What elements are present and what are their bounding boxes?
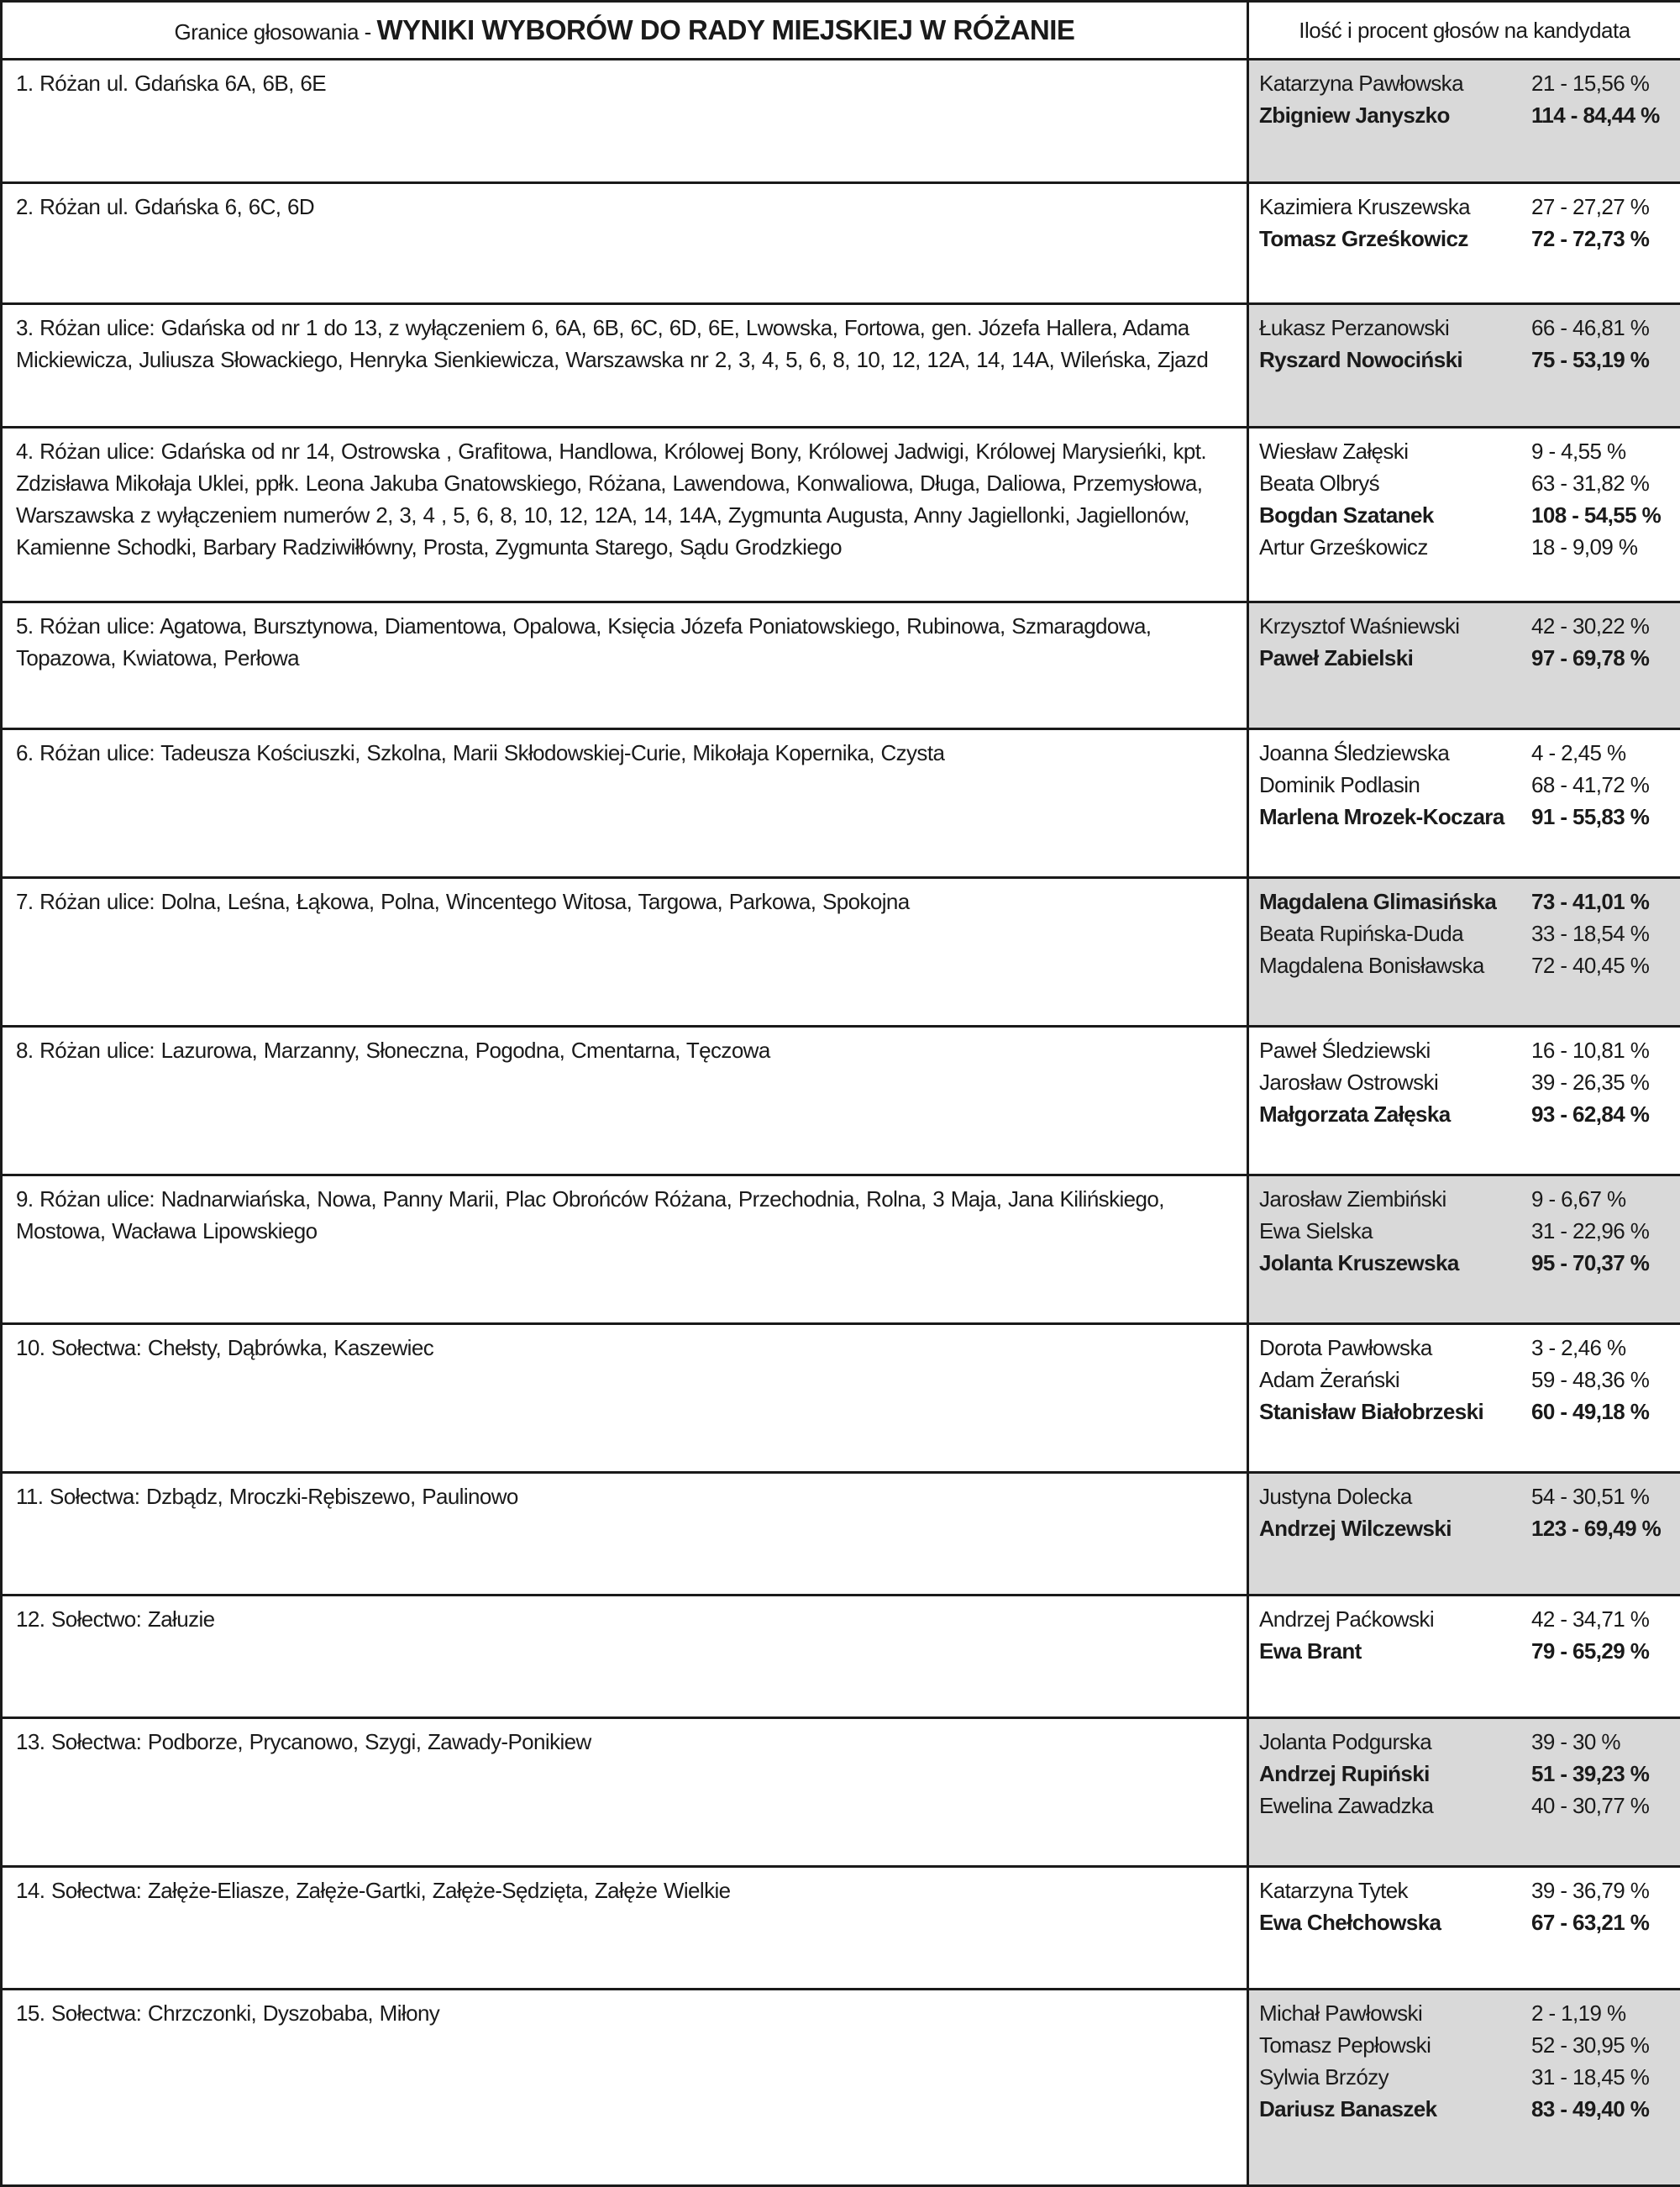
candidate <box>1259 1034 1673 1066</box>
district-area: 2. Różan ul. Gdańska 6, 6C, 6D <box>2 183 1248 304</box>
candidate-name: Ewa Sielska <box>1259 1215 1531 1247</box>
candidate <box>1259 737 1673 769</box>
candidate-result: 33 - 18,54 % <box>1531 917 1673 949</box>
candidate <box>1259 1480 1673 1512</box>
candidate-name: Łukasz Perzanowski <box>1259 312 1531 344</box>
winning-candidate <box>1259 1906 1673 1938</box>
district-candidates <box>1248 878 1680 1027</box>
candidate <box>1259 769 1673 801</box>
candidate <box>1259 2029 1673 2061</box>
votes-column-header: Ilość i procent głosów na kandydata <box>1299 18 1630 43</box>
candidate <box>1259 435 1673 467</box>
candidate-result: 73 - 41,01 % <box>1531 886 1673 917</box>
candidate <box>1259 1183 1673 1215</box>
district-area: 15. Sołectwa: Chrzczonki, Dyszobaba, Miłony <box>2 1990 1248 2186</box>
candidate-name: Dorota Pawłowska <box>1259 1332 1531 1364</box>
candidate-result: 18 - 9,09 % <box>1531 531 1673 563</box>
candidate-name: Jolanta Podgurska <box>1259 1726 1531 1758</box>
candidate-name: Magdalena Bonisławska <box>1259 949 1531 981</box>
candidate-name: Michał Pawłowski <box>1259 1997 1531 2029</box>
winning-candidate <box>1259 344 1673 376</box>
winning-candidate <box>1259 99 1673 131</box>
candidate-name: Bogdan Szatanek <box>1259 499 1531 531</box>
district-area: 7. Różan ulice: Dolna, Leśna, Łąkowa, Polna, Wincentego Witosa, Targowa, Parkowa, Spokojna <box>2 878 1248 1027</box>
candidate-result: 75 - 53,19 % <box>1531 344 1673 376</box>
candidate <box>1259 1332 1673 1364</box>
candidate-name: Katarzyna Pawłowska <box>1259 67 1531 99</box>
district-area: 6. Różan ulice: Tadeusza Kościuszki, Szkolna, Marii Skłodowskiej-Curie, Mikołaja Kopernika, Czysta <box>2 729 1248 878</box>
candidate-name: Beata Olbryś <box>1259 467 1531 499</box>
candidate <box>1259 2061 1673 2093</box>
district-row <box>2 602 1680 729</box>
candidate-name: Jolanta Kruszewska <box>1259 1247 1531 1279</box>
candidate-result: 27 - 27,27 % <box>1531 191 1673 223</box>
candidate-name: Beata Rupińska-Duda <box>1259 917 1531 949</box>
winning-candidate <box>1259 1635 1673 1667</box>
district-candidates <box>1248 1718 1680 1867</box>
candidate-result: 60 - 49,18 % <box>1531 1396 1673 1427</box>
candidate-result: 72 - 40,45 % <box>1531 949 1673 981</box>
candidate-name: Katarzyna Tytek <box>1259 1874 1531 1906</box>
candidate-name: Jarosław Ziembiński <box>1259 1183 1531 1215</box>
district-candidates <box>1248 1990 1680 2186</box>
candidate-result: 52 - 30,95 % <box>1531 2029 1673 2061</box>
district-area: 5. Różan ulice: Agatowa, Bursztynowa, Diamentowa, Opalowa, Księcia Józefa Poniatowskiego, Rubinowa, Szmaragdowa, Topazowa, Kwiatowa, Perłowa <box>2 602 1248 729</box>
candidate-name: Wiesław Załęski <box>1259 435 1531 467</box>
candidate-result: 39 - 36,79 % <box>1531 1874 1673 1906</box>
header-votes-cell <box>1248 2 1680 60</box>
district-area: 10. Sołectwa: Chełsty, Dąbrówka, Kaszewiec <box>2 1324 1248 1473</box>
winning-candidate <box>1259 886 1673 917</box>
candidate <box>1259 917 1673 949</box>
district-row <box>2 183 1680 304</box>
candidate-name: Sylwia Brzózy <box>1259 2061 1531 2093</box>
candidate-result: 51 - 39,23 % <box>1531 1758 1673 1790</box>
candidate-result: 39 - 30 % <box>1531 1726 1673 1758</box>
candidate-result: 114 - 84,44 % <box>1531 99 1673 131</box>
candidate-name: Ewa Chełchowska <box>1259 1906 1531 1938</box>
candidate-result: 63 - 31,82 % <box>1531 467 1673 499</box>
candidate-name: Kazimiera Kruszewska <box>1259 191 1531 223</box>
winning-candidate <box>1259 1512 1673 1544</box>
candidate-name: Małgorzata Załęska <box>1259 1098 1531 1130</box>
candidate-result: 4 - 2,45 % <box>1531 737 1673 769</box>
district-row <box>2 1596 1680 1718</box>
district-candidates <box>1248 1596 1680 1718</box>
district-candidates <box>1248 60 1680 183</box>
winning-candidate <box>1259 1758 1673 1790</box>
candidate-name: Dominik Podlasin <box>1259 769 1531 801</box>
district-row <box>2 729 1680 878</box>
candidate <box>1259 1874 1673 1906</box>
district-area: 14. Sołectwa: Załęże-Eliasze, Załęże-Gartki, Załęże-Sędzięta, Załęże Wielkie <box>2 1867 1248 1990</box>
candidate-result: 3 - 2,46 % <box>1531 1332 1673 1364</box>
candidate-result: 54 - 30,51 % <box>1531 1480 1673 1512</box>
candidate <box>1259 1790 1673 1822</box>
district-candidates <box>1248 183 1680 304</box>
candidate-result: 31 - 22,96 % <box>1531 1215 1673 1247</box>
district-candidates <box>1248 1867 1680 1990</box>
candidate <box>1259 1603 1673 1635</box>
district-area: 11. Sołectwa: Dzbądz, Mroczki-Rębiszewo, Paulinowo <box>2 1473 1248 1596</box>
district-area: 1. Różan ul. Gdańska 6A, 6B, 6E <box>2 60 1248 183</box>
district-candidates <box>1248 304 1680 428</box>
candidate-name: Zbigniew Janyszko <box>1259 99 1531 131</box>
district-row <box>2 1027 1680 1175</box>
district-row <box>2 1175 1680 1324</box>
candidate-result: 21 - 15,56 % <box>1531 67 1673 99</box>
table-header-row <box>2 2 1680 60</box>
candidate-result: 31 - 18,45 % <box>1531 2061 1673 2093</box>
candidate-name: Andrzej Paćkowski <box>1259 1603 1531 1635</box>
winning-candidate <box>1259 223 1673 255</box>
candidate-name: Andrzej Wilczewski <box>1259 1512 1531 1544</box>
candidate-result: 59 - 48,36 % <box>1531 1364 1673 1396</box>
winning-candidate <box>1259 642 1673 674</box>
candidate-name: Ryszard Nowociński <box>1259 344 1531 376</box>
district-area: 3. Różan ulice: Gdańska od nr 1 do 13, z wyłączeniem 6, 6A, 6B, 6C, 6D, 6E, Lwowska, Fortowa, gen. Józefa Hallera, Adama Mickiewicza, Juliusza Słowackiego, Henryka Sienkiewicza, Warszawska nr 2, 3, 4, 5, 6, 8, 10, 12, 12A, 14, 14A, Wileńska, Zjazd <box>2 304 1248 428</box>
candidate-result: 123 - 69,49 % <box>1531 1512 1673 1544</box>
candidate-result: 67 - 63,21 % <box>1531 1906 1673 1938</box>
candidate-name: Tomasz Pepłowski <box>1259 2029 1531 2061</box>
candidate-name: Marlena Mrozek-Koczara <box>1259 801 1531 833</box>
winning-candidate <box>1259 801 1673 833</box>
district-candidates <box>1248 1324 1680 1473</box>
candidate-name: Stanisław Białobrzeski <box>1259 1396 1531 1427</box>
district-row <box>2 878 1680 1027</box>
candidate-result: 93 - 62,84 % <box>1531 1098 1673 1130</box>
candidate <box>1259 949 1673 981</box>
candidate-name: Krzysztof Waśniewski <box>1259 610 1531 642</box>
candidate <box>1259 191 1673 223</box>
candidate <box>1259 1066 1673 1098</box>
candidate-result: 2 - 1,19 % <box>1531 1997 1673 2029</box>
candidate-result: 40 - 30,77 % <box>1531 1790 1673 1822</box>
district-row <box>2 1473 1680 1596</box>
candidate-result: 42 - 34,71 % <box>1531 1603 1673 1635</box>
candidate-name: Dariusz Banaszek <box>1259 2093 1531 2125</box>
candidate-name: Paweł Zabielski <box>1259 642 1531 674</box>
district-row <box>2 428 1680 602</box>
winning-candidate <box>1259 1098 1673 1130</box>
district-candidates <box>1248 1027 1680 1175</box>
district-candidates <box>1248 602 1680 729</box>
district-row <box>2 1990 1680 2186</box>
candidate-result: 79 - 65,29 % <box>1531 1635 1673 1667</box>
winning-candidate <box>1259 2093 1673 2125</box>
candidate <box>1259 1364 1673 1396</box>
page-title: WYNIKI WYBORÓW DO RADY MIEJSKIEJ W RÓŻANIE <box>377 14 1075 45</box>
candidate-name: Ewa Brant <box>1259 1635 1531 1667</box>
candidate <box>1259 531 1673 563</box>
district-row <box>2 304 1680 428</box>
candidate <box>1259 312 1673 344</box>
candidate-name: Jarosław Ostrowski <box>1259 1066 1531 1098</box>
header-title-cell <box>2 2 1248 60</box>
candidate-result: 9 - 4,55 % <box>1531 435 1673 467</box>
candidate-name: Paweł Śledziewski <box>1259 1034 1531 1066</box>
candidate-name: Artur Grześkowicz <box>1259 531 1531 563</box>
candidate-name: Adam Żerański <box>1259 1364 1531 1396</box>
district-row <box>2 1718 1680 1867</box>
candidate-name: Magdalena Glimasińska <box>1259 886 1531 917</box>
candidate <box>1259 67 1673 99</box>
candidate-name: Justyna Dolecka <box>1259 1480 1531 1512</box>
candidate <box>1259 467 1673 499</box>
district-candidates <box>1248 729 1680 878</box>
district-area: 13. Sołectwa: Podborze, Prycanowo, Szygi, Zawady-Ponikiew <box>2 1718 1248 1867</box>
district-candidates <box>1248 1175 1680 1324</box>
winning-candidate <box>1259 499 1673 531</box>
district-candidates <box>1248 428 1680 602</box>
candidate-result: 97 - 69,78 % <box>1531 642 1673 674</box>
candidate <box>1259 1726 1673 1758</box>
district-candidates <box>1248 1473 1680 1596</box>
district-row <box>2 1867 1680 1990</box>
winning-candidate <box>1259 1247 1673 1279</box>
candidate-result: 83 - 49,40 % <box>1531 2093 1673 2125</box>
candidate-result: 9 - 6,67 % <box>1531 1183 1673 1215</box>
candidate-result: 95 - 70,37 % <box>1531 1247 1673 1279</box>
header-prefix: Granice głosowania - <box>175 19 377 45</box>
candidate-result: 68 - 41,72 % <box>1531 769 1673 801</box>
candidate-name: Tomasz Grześkowicz <box>1259 223 1531 255</box>
district-area: 4. Różan ulice: Gdańska od nr 14, Ostrowska , Grafitowa, Handlowa, Królowej Bony, Królowej Jadwigi, Królowej Marysieńki, kpt. Zdzisława Mikołaja Uklei, ppłk. Leona Jakuba Gnatowskiego, Różana, Lawendowa, Konwaliowa, Długa, Daliowa, Przemysłowa, Warszawska z wyłączeniem numerów 2, 3, 4 , 5, 6, 8, 10, 12, 12A, 14, 14A, Zygmunta Augusta, Anny Jagiellonki, Jagiellonów, Kamienne Schodki, Barbary Radziwiłłówny, Prosta, Zygmunta Starego, Sądu Grodzkiego <box>2 428 1248 602</box>
candidate-result: 66 - 46,81 % <box>1531 312 1673 344</box>
candidate-name: Joanna Śledziewska <box>1259 737 1531 769</box>
candidate <box>1259 1997 1673 2029</box>
candidate-name: Andrzej Rupiński <box>1259 1758 1531 1790</box>
candidate-result: 108 - 54,55 % <box>1531 499 1673 531</box>
candidate-name: Ewelina Zawadzka <box>1259 1790 1531 1822</box>
candidate-result: 16 - 10,81 % <box>1531 1034 1673 1066</box>
district-row <box>2 60 1680 183</box>
candidate-result: 72 - 72,73 % <box>1531 223 1673 255</box>
district-row <box>2 1324 1680 1473</box>
district-area: 9. Różan ulice: Nadnarwiańska, Nowa, Panny Marii, Plac Obrońców Różana, Przechodnia, Rolna, 3 Maja, Jana Kilińskiego, Mostowa, Wacława Lipowskiego <box>2 1175 1248 1324</box>
candidate-result: 39 - 26,35 % <box>1531 1066 1673 1098</box>
candidate <box>1259 1215 1673 1247</box>
district-area: 12. Sołectwo: Załuzie <box>2 1596 1248 1718</box>
candidate <box>1259 610 1673 642</box>
winning-candidate <box>1259 1396 1673 1427</box>
candidate-result: 42 - 30,22 % <box>1531 610 1673 642</box>
district-area: 8. Różan ulice: Lazurowa, Marzanny, Słoneczna, Pogodna, Cmentarna, Tęczowa <box>2 1027 1248 1175</box>
candidate-result: 91 - 55,83 % <box>1531 801 1673 833</box>
